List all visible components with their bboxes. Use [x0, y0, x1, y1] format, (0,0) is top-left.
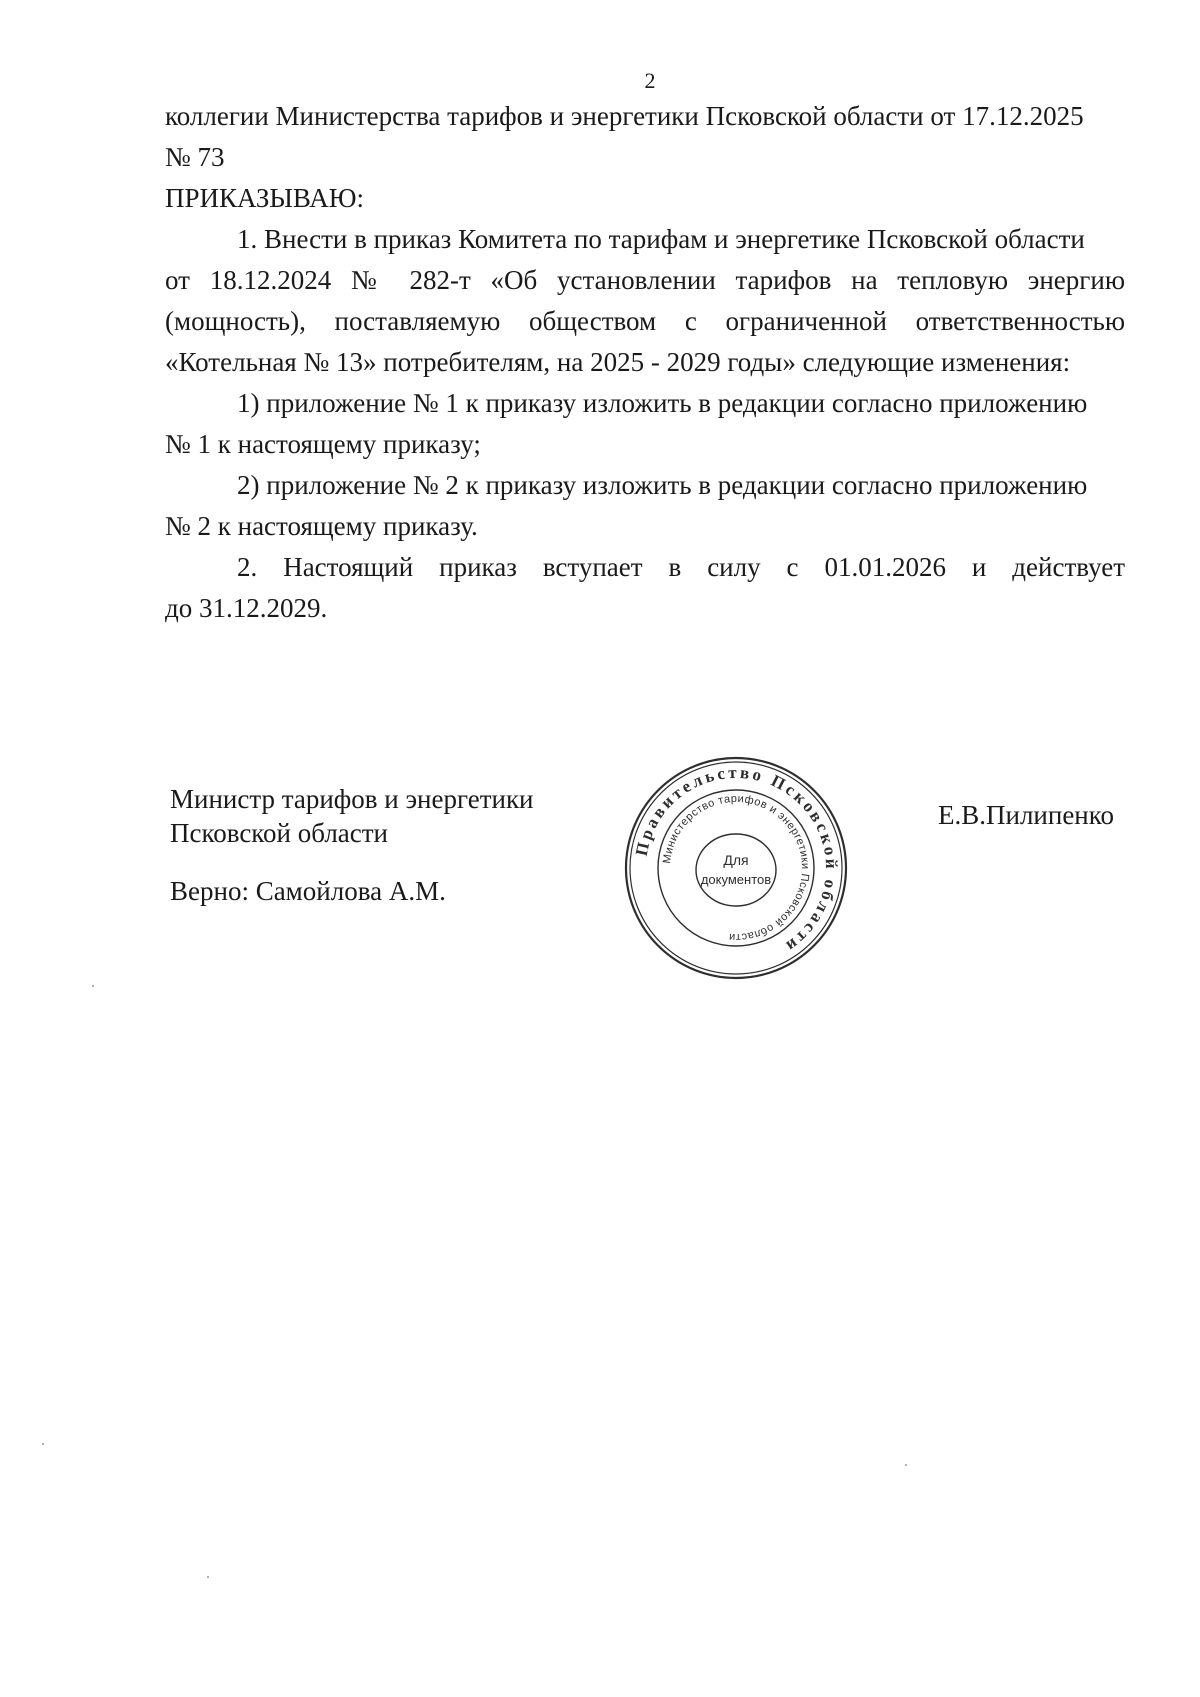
signatory-position: [170, 782, 534, 850]
body-line: коллегии Министерства тарифов и энергетики Псковской области от 17.12.2025: [165, 101, 1084, 131]
seal-inner-text: Министерство тарифов и энергетики Псковской области: [661, 792, 812, 944]
page-number: 2: [644, 68, 656, 93]
item-1-line: от 18.12.2024 № 282-т «Об установлении тарифов на тепловую энергию: [165, 265, 1125, 295]
official-seal: [621, 753, 851, 983]
seal-outer-text: Правительство Псковской области: [631, 762, 842, 958]
position-line: Псковской области: [170, 818, 389, 848]
item-1-line: (мощность), поставляемую обществом с ограниченной ответственностью: [165, 306, 1125, 336]
certified-copy-note: Верно: Самойлова А.М.: [170, 876, 446, 906]
scan-speck: [42, 1443, 44, 1445]
seal-center-line: документов: [700, 872, 772, 887]
item-1-line: 1. Внести в приказ Комитета по тарифам и энергетике Псковской области: [237, 224, 1085, 254]
subitem-2-line: № 2 к настоящему приказу.: [165, 511, 478, 541]
position-line: Министр тарифов и энергетики: [170, 784, 534, 814]
item-1-line: «Котельная № 13» потребителям, на 2025 - 2029 годы» следующие изменения:: [165, 347, 1071, 377]
item-2-line: 2. Настоящий приказ вступает в силу с 01.01.2026 и действует: [237, 552, 1125, 582]
signatory-name: Е.В.Пилипенко: [938, 800, 1115, 830]
scan-speck: [207, 1576, 209, 1578]
svg-text:Министерство тарифов и энергет: [661, 793, 811, 943]
scan-speck: [92, 985, 94, 987]
item-2-line: до 31.12.2029.: [165, 593, 328, 623]
document-body: [165, 96, 1125, 629]
subitem-1-line: 1) приложение № 1 к приказу изложить в редакции согласно приложению: [237, 388, 1088, 418]
body-line: № 73: [165, 142, 225, 172]
seal-center-line: Для: [723, 852, 749, 868]
order-word: ПРИКАЗЫВАЮ:: [165, 183, 364, 213]
subitem-1-line: № 1 к настоящему приказу;: [165, 429, 481, 459]
subitem-2-line: 2) приложение № 2 к приказу изложить в редакции согласно приложению: [237, 470, 1088, 500]
scan-speck: [905, 1464, 907, 1466]
